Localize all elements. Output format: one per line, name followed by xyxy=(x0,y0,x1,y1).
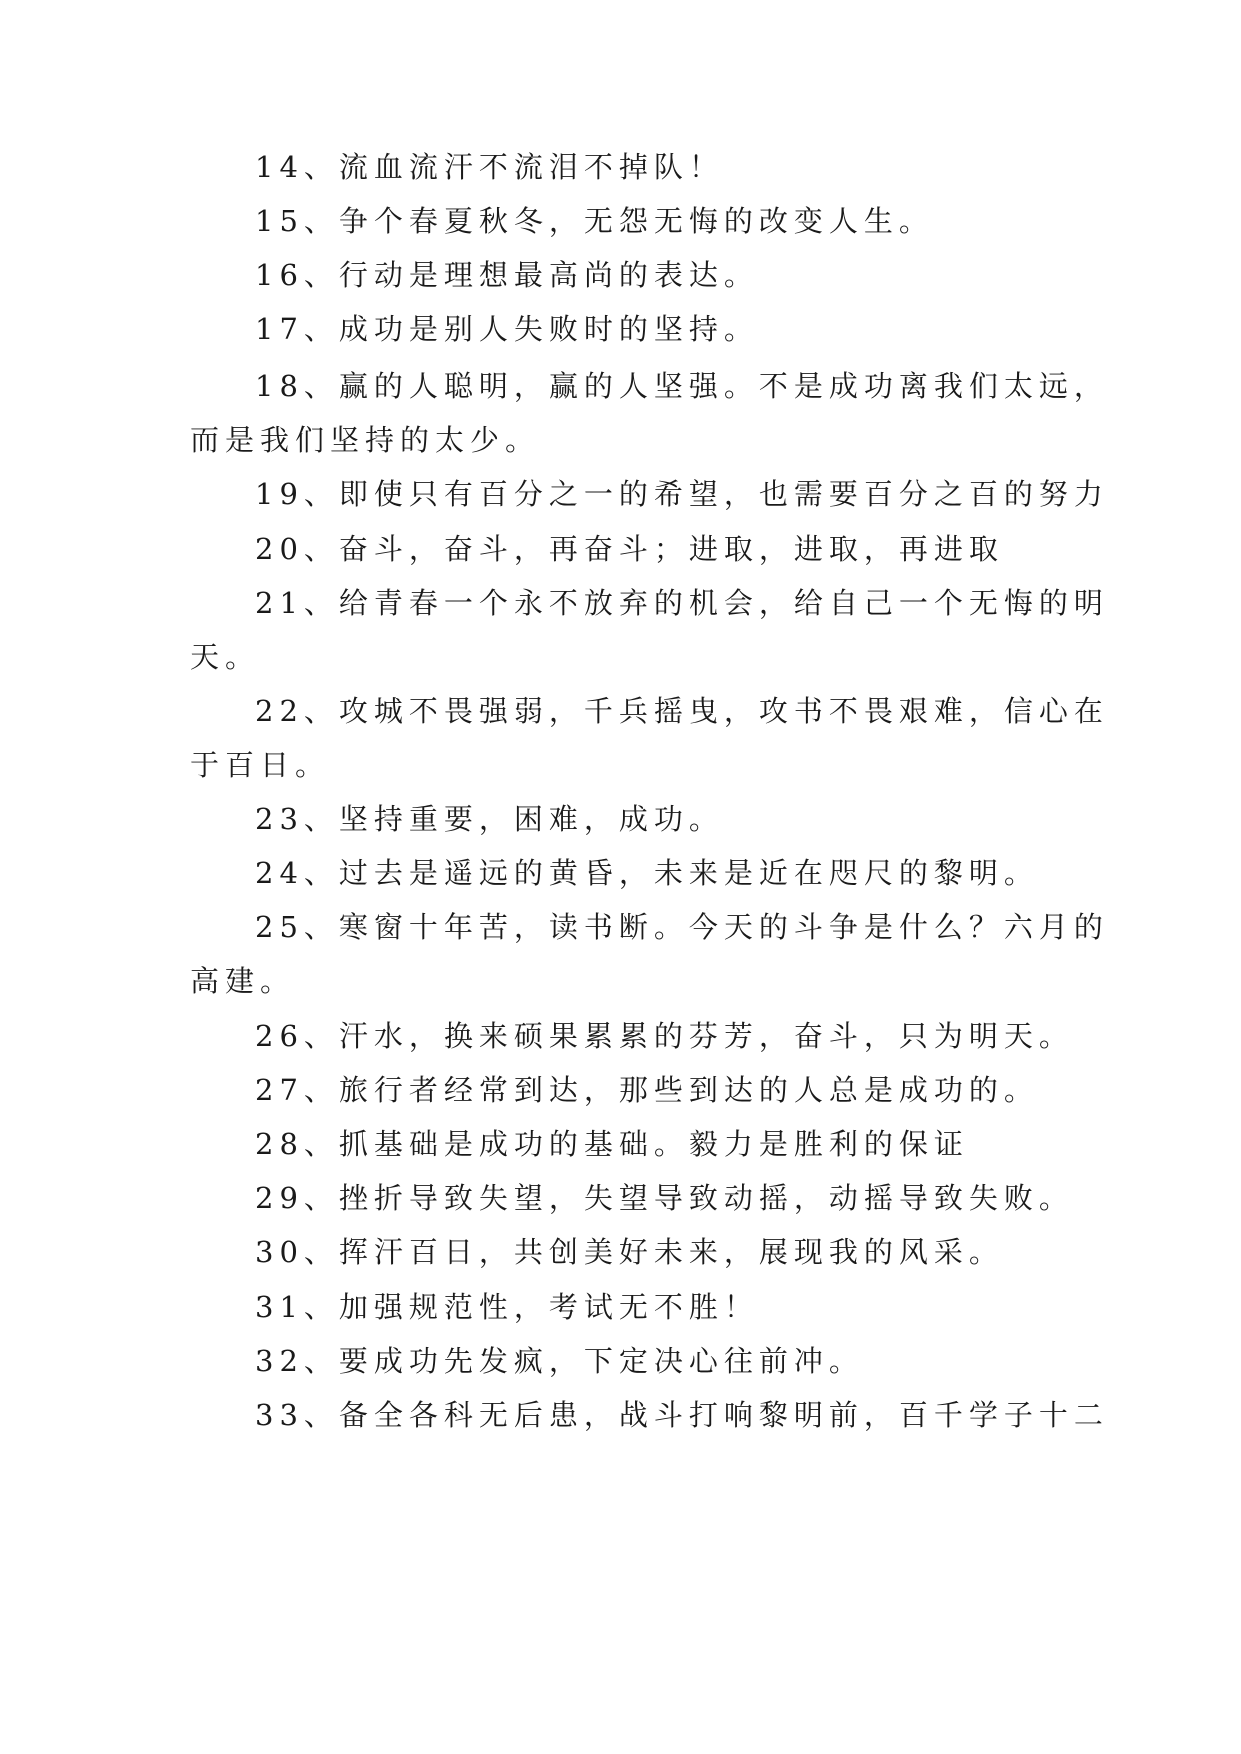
text-line-30: 30、挥汗百日，共创美好未来，展现我的风采。 xyxy=(255,1235,1004,1269)
text-line-14: 14、流血流汗不流泪不掉队！ xyxy=(255,150,724,184)
text-line-29: 29、挫折导致失望，失望导致动摇，动摇导致失败。 xyxy=(255,1181,1074,1215)
text-line-26: 26、汗水，换来硕果累累的芬芳，奋斗，只为明天。 xyxy=(255,1019,1074,1053)
text-line-33: 33、备全各科无后患，战斗打响黎明前，百千学子十二 xyxy=(255,1398,1109,1432)
text-line-22: 22、攻城不畏强弱，千兵摇曳，攻书不畏艰难，信心在 xyxy=(255,694,1109,728)
text-line-20: 20、奋斗，奋斗，再奋斗；进取，进取，再进取 xyxy=(255,532,1004,566)
text-line-24: 24、过去是遥远的黄昏，未来是近在咫尺的黎明。 xyxy=(255,856,1039,890)
text-line-17: 17、成功是别人失败时的坚持。 xyxy=(255,312,759,346)
text-line-21-continued: 天。 xyxy=(190,640,261,674)
text-line-21: 21、给青春一个永不放弃的机会，给自己一个无悔的明 xyxy=(255,586,1109,620)
text-line-16: 16、行动是理想最高尚的表达。 xyxy=(255,258,759,292)
text-line-15: 15、争个春夏秋冬，无怨无悔的改变人生。 xyxy=(255,204,934,238)
text-line-18: 18、赢的人聪明，赢的人坚强。不是成功离我们太远， xyxy=(255,369,1109,403)
text-line-22-continued: 于百日。 xyxy=(190,748,331,782)
text-line-25-continued: 高建。 xyxy=(190,964,296,998)
text-line-28: 28、抓基础是成功的基础。毅力是胜利的保证 xyxy=(255,1127,969,1161)
text-line-19: 19、即使只有百分之一的希望，也需要百分之百的努力 xyxy=(255,477,1109,511)
text-line-25: 25、寒窗十年苦，读书断。今天的斗争是什么？六月的 xyxy=(255,910,1109,944)
text-line-18-continued: 而是我们坚持的太少。 xyxy=(190,423,541,457)
text-line-31: 31、加强规范性，考试无不胜！ xyxy=(255,1290,759,1324)
text-line-23: 23、坚持重要，困难，成功。 xyxy=(255,802,724,836)
text-line-32: 32、要成功先发疯，下定决心往前冲。 xyxy=(255,1344,864,1378)
text-line-27: 27、旅行者经常到达，那些到达的人总是成功的。 xyxy=(255,1073,1039,1107)
